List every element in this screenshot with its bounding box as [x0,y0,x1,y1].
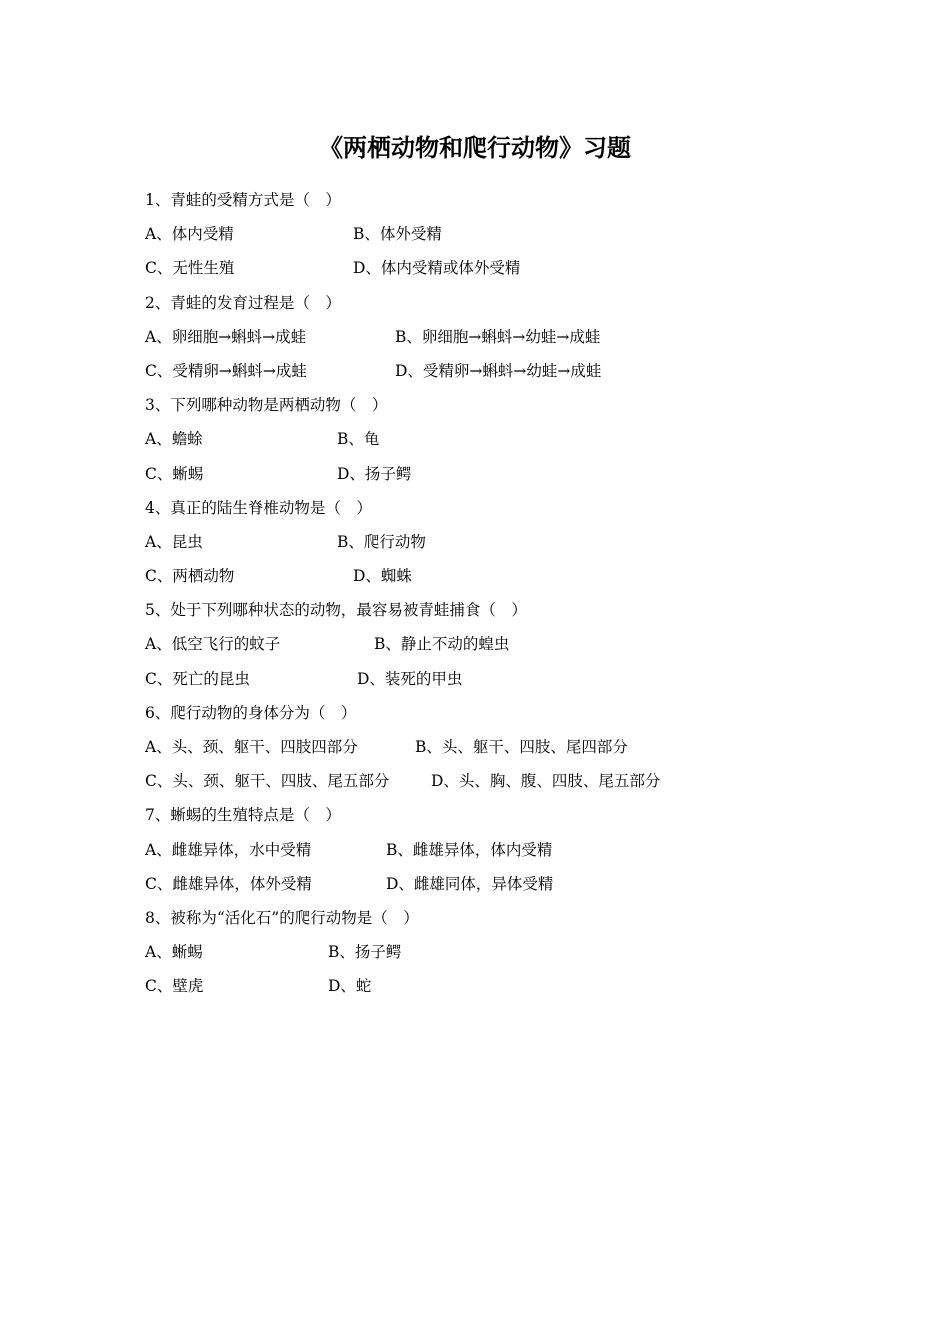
question-6-stem: 6、爬行动物的身体分为（ ） [145,703,357,722]
question-6-option-d: D、头、胸、腹、四肢、尾五部分 [431,772,661,791]
question-7-options-row-2 [145,867,865,901]
question-2-option-d: D、受精卵→蝌蚪→幼蛙→成蛙 [395,361,602,380]
question-5-options-row-2 [145,662,865,696]
question-8-options-row-1 [145,935,865,969]
question-1-option-c: C、无性生殖 [145,259,235,278]
question-6-options-row-2 [145,764,865,798]
question-7-option-b: B、雌雄异体，体内受精 [386,840,553,859]
question-3-options-row-2 [145,457,865,491]
question-8-option-d: D、蛇 [328,977,372,996]
question-3-options-row-1 [145,422,865,456]
question-2-option-c: C、受精卵→蝌蚪→成蛙 [145,361,307,380]
question-1-options-row-1 [145,217,865,251]
question-4-option-b: B、爬行动物 [337,532,426,551]
question-2-option-a: A、卵细胞→蝌蚪→成蛙 [145,327,307,346]
question-7-option-d: D、雌雄同体，异体受精 [386,874,554,893]
question-5-option-c: C、死亡的昆虫 [145,669,250,688]
question-4-option-c: C、两栖动物 [145,567,235,586]
question-3-stem: 3、下列哪种动物是两栖动物（ ） [145,396,388,415]
question-7-options-row-1 [145,833,865,867]
question-5-options-row-1 [145,627,865,661]
question-5-option-b: B、静止不动的蝗虫 [374,635,510,654]
question-4-option-d: D、蜘蛛 [353,567,412,586]
question-1-option-d: D、体内受精或体外受精 [353,259,521,278]
question-4-options-row-2 [145,559,865,593]
question-3-option-c: C、蜥蜴 [145,464,204,483]
question-4-stem: 4、真正的陆生脊椎动物是（ ） [145,498,372,517]
question-5-option-a: A、低空飞行的蚊子 [145,635,281,654]
question-6-option-b: B、头、躯干、四肢、尾四部分 [415,738,628,756]
question-8-option-a: A、蜥蜴 [145,943,203,962]
question-3-option-a: A、蟾蜍 [145,430,203,449]
question-3-option-b: B、龟 [337,430,380,449]
question-8-stem: 8、被称为“活化石”的爬行动物是（ ） [145,908,419,927]
question-4-option-a: A、昆虫 [145,532,203,551]
question-6-option-c: C、头、颈、躯干、四肢、尾五部分 [145,772,390,791]
question-1-stem: 1、青蛙的受精方式是（ ） [145,191,341,209]
question-list [145,183,865,1004]
question-2-stem: 2、青蛙的发育过程是（ ） [145,293,341,312]
question-3-option-d: D、扬子鳄 [337,464,412,483]
question-2-options-row-2 [145,354,865,388]
question-1-option-b: B、体外受精 [353,225,442,244]
question-1-options-row-2 [145,251,865,285]
question-1-option-a: A、体内受精 [145,225,234,244]
question-8-option-c: C、壁虎 [145,977,204,996]
question-5-option-d: D、装死的甲虫 [357,669,463,688]
question-4-options-row-1 [145,525,865,559]
question-6-option-a: A、头、颈、躯干、四肢四部分 [145,738,358,756]
question-5-stem: 5、处于下列哪种状态的动物，最容易被青蛙捕食（ ） [145,601,527,620]
question-6-options-row-1 [145,730,865,764]
question-7-option-a: A、雌雄异体，水中受精 [145,840,312,859]
question-7-stem: 7、蜥蜴的生殖特点是（ ） [145,806,341,825]
document-title: 《两栖动物和爬行动物》习题 [319,133,631,162]
question-2-options-row-1 [145,320,865,354]
question-8-option-b: B、扬子鳄 [328,943,402,962]
question-7-option-c: C、雌雄异体，体外受精 [145,874,312,893]
question-2-option-b: B、卵细胞→蝌蚪→幼蛙→成蛙 [395,327,601,346]
question-8-options-row-2 [145,969,865,1003]
